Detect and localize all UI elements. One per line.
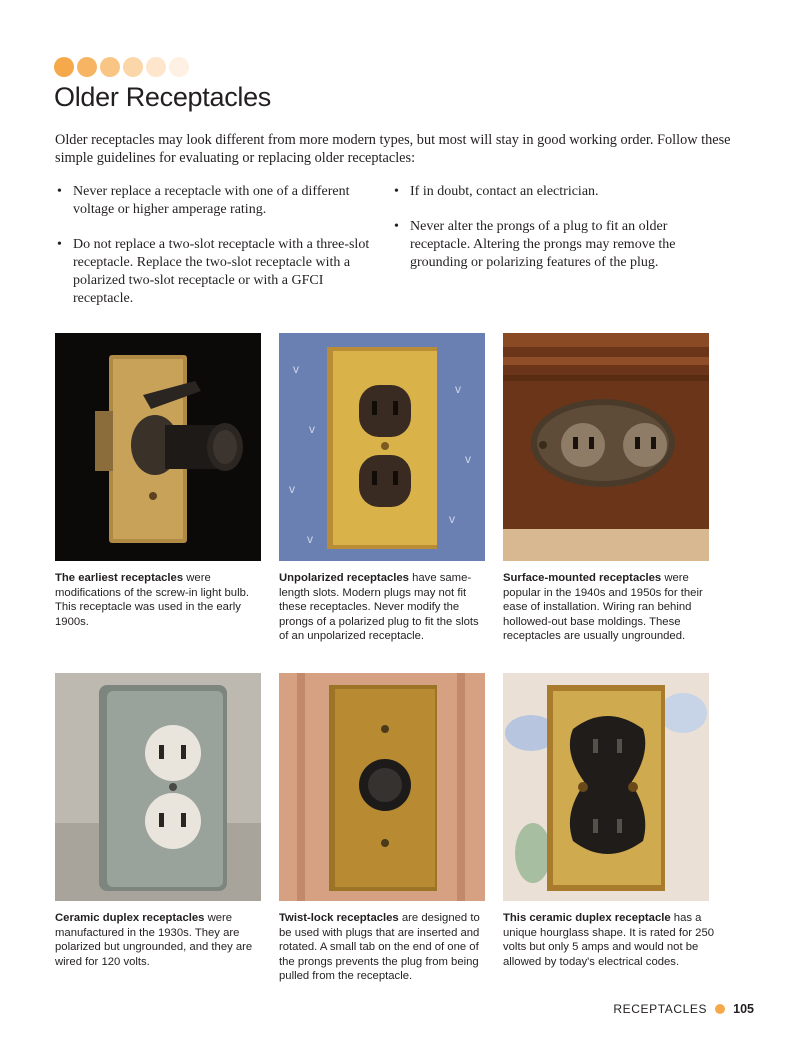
photo-hourglass-ceramic-receptacle bbox=[503, 673, 709, 901]
caption-ceramic-duplex bbox=[55, 911, 267, 969]
caption-lead: Surface-mounted receptacles bbox=[503, 572, 662, 584]
page-footer bbox=[613, 1002, 754, 1016]
caption-body: are designed to be used with plugs that are inserted and rotated. A small tab on the end of one of the prongs prevents the plug from being pulled from the receptacle. bbox=[279, 912, 480, 983]
caption-hourglass bbox=[503, 911, 715, 969]
caption-lead: The earliest receptacles bbox=[55, 572, 184, 584]
bullet-item: • Do not replace a two-slot receptacle with a three-slot receptacle. Replace the two-slot receptacle with a polarized two-slot receptacle or with a GFCI receptacle. bbox=[55, 236, 370, 308]
caption-surface-mounted bbox=[503, 571, 715, 644]
photo-earliest-receptacle bbox=[55, 333, 261, 561]
caption-body: has a unique hourglass shape. It is rated for 250 volts but only 5 amps and would not be allowed by today's electrical codes. bbox=[503, 912, 715, 968]
svg-text:v: v bbox=[449, 512, 455, 526]
dot bbox=[169, 57, 189, 77]
caption-twist-lock bbox=[279, 911, 491, 984]
svg-text:v: v bbox=[289, 482, 295, 496]
svg-text:v: v bbox=[455, 382, 461, 396]
page-title: Older Receptacles bbox=[54, 82, 272, 112]
svg-text:v: v bbox=[307, 532, 313, 546]
photo-ceramic-duplex-receptacle bbox=[55, 673, 261, 901]
dot bbox=[54, 57, 74, 77]
caption-lead: Unpolarized receptacles bbox=[279, 572, 409, 584]
caption-lead: This ceramic duplex receptacle bbox=[503, 912, 671, 924]
caption-body: were popular in the 1940s and 1950s for their ease of installation. Wiring ran behind hollowed-out base moldings. These receptacles are usually ungrounded. bbox=[503, 572, 703, 643]
caption-lead: Ceramic duplex receptacles bbox=[55, 912, 205, 924]
bullet-item: • Never replace a receptacle with one of a different voltage or higher amperage rating. bbox=[55, 183, 370, 219]
intro-paragraph: Older receptacles may look different from more modern types, but most will stay in good working order. Follow these simple guidelines for evaluating or replacing older receptacles: bbox=[55, 132, 731, 166]
dot bbox=[100, 57, 120, 77]
caption-body: were modifications of the screw-in light bulb. This receptacle was used in the early 1900s. bbox=[55, 572, 250, 628]
caption-earliest bbox=[55, 571, 267, 629]
dot bbox=[123, 57, 143, 77]
footer-dot bbox=[715, 1004, 725, 1014]
caption-unpolarized bbox=[279, 571, 491, 644]
bullet-item: • If in doubt, contact an electrician. bbox=[392, 183, 702, 201]
dot bbox=[77, 57, 97, 77]
caption-lead: Twist-lock receptacles bbox=[279, 912, 399, 924]
caption-body: were manufactured in the 1930s. They are polarized but ungrounded, and they are wired for 120 volts. bbox=[55, 912, 253, 968]
dot bbox=[146, 57, 166, 77]
caption-body: have same-length slots. Modern plugs may not fit these receptacles. Never modify the prongs of a polarized plug to fit the slots of an unpolarized receptacle. bbox=[279, 572, 479, 643]
photo-surface-mounted-receptacle bbox=[503, 333, 709, 561]
page-number: 105 bbox=[733, 1002, 754, 1016]
photo-unpolarized-receptacle bbox=[279, 333, 485, 561]
svg-text:v: v bbox=[293, 362, 299, 376]
decorative-dots bbox=[54, 57, 189, 77]
photo-twist-lock-receptacle bbox=[279, 673, 485, 901]
bullet-list-right bbox=[392, 183, 702, 289]
svg-text:v: v bbox=[465, 452, 471, 466]
bullet-item: • Never alter the prongs of a plug to fit an older receptacle. Altering the prongs may remove the grounding or polarizing features of the plug. bbox=[392, 218, 702, 272]
bullet-list-left bbox=[55, 183, 370, 325]
section-name: RECEPTACLES bbox=[613, 1002, 708, 1016]
svg-text:v: v bbox=[309, 422, 315, 436]
